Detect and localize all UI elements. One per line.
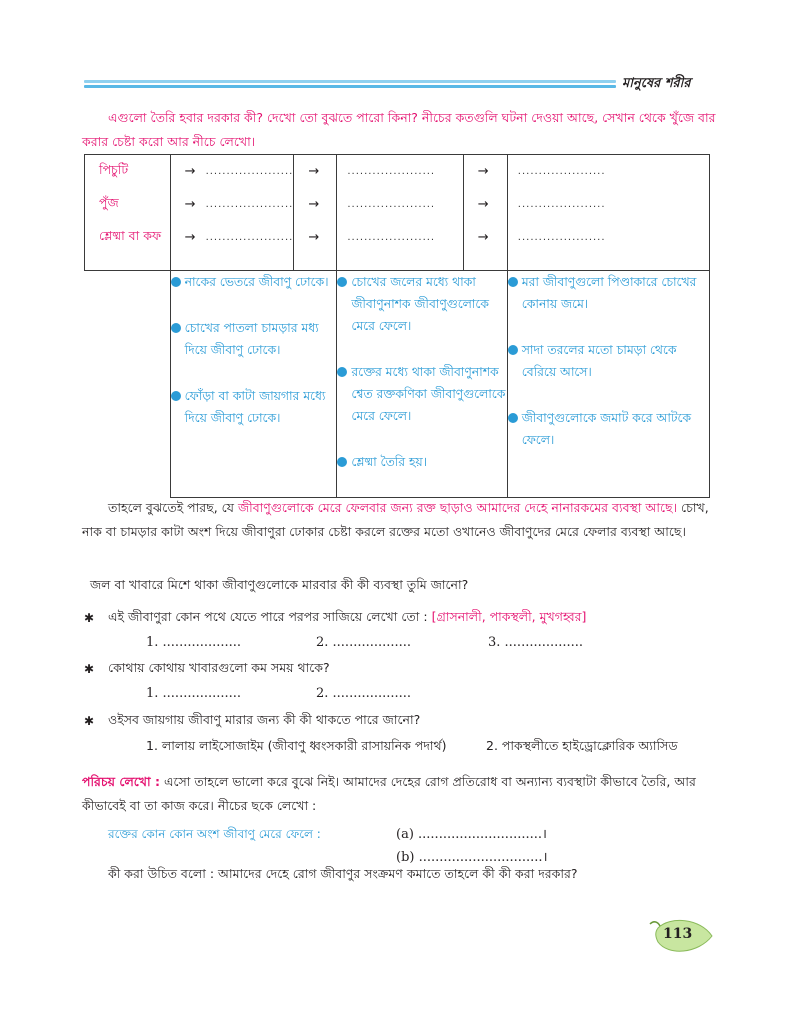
answer-blank-2[interactable]: 2. ................... [316, 635, 412, 650]
paragraph-text: এসো তাহলে ভালো করে বুঝে নিই। আমাদের দেহের রোগ প্রতিরোধ বা অন্যান্য ব্যবস্থাটা কীভাবে তৈরি, আর কীভাবেই বা তা কাজ করে। নীচের ছকে লেখো : [82, 774, 696, 813]
page-number-badge [648, 914, 714, 956]
list-item: নাকের ভেতরে জীবাণু ঢোকে। [171, 271, 337, 293]
question-3: ওইসব জায়গায় জীবাণু মারার জন্য কী কী থাকতে পারে জানো? [108, 712, 421, 727]
list-item: চোখের পাতলা চামড়ার মধ্য দিয়ে জীবাণু ঢোকে। [171, 317, 337, 361]
star-bullet-icon: ✱ [84, 611, 95, 625]
paragraph-text: তাহলে বুঝতেই পারছ, যে [108, 500, 238, 515]
blank-line[interactable]: ..................... [517, 232, 606, 243]
chapter-title: মানুষের শরীর [622, 76, 691, 91]
list-item: চোখের জলের মধ্যে থাকা জীবাণুনাশক জীবাণুগুলোকে মেরে ফেলে। [337, 271, 506, 337]
arrow-icon: → [308, 197, 320, 212]
events-table [84, 154, 710, 498]
row-label-kof: শ্লেষ্মা বা কফ [99, 227, 162, 243]
answer-2: 2. পাকস্থলীতে হাইড্রোক্লোরিক অ্যাসিড [486, 738, 678, 753]
star-bullet-icon: ✱ [84, 662, 95, 676]
blank-line[interactable]: ..................... [517, 199, 606, 210]
header-rule [84, 80, 616, 94]
final-question: কী করা উচিত বলো : আমাদের দেহে রোগ জীবাণুর সংক্রমণ কমাতে তাহলে কী কী করা দরকার? [108, 866, 578, 881]
arrow-cell-3 [463, 155, 507, 271]
introduction-paragraph [82, 770, 722, 818]
row-label-punj: পুঁজ [99, 194, 119, 210]
page-number: 113 [663, 926, 693, 942]
blank-line[interactable]: ..................... [205, 232, 294, 243]
blood-answer-a[interactable]: (a) ..............................। [396, 827, 547, 842]
answer-blank-1[interactable]: 1. ................... [146, 686, 242, 701]
paragraph-text: চোখ, নাক বা চামড়ার কাটা অংশ দিয়ে জীবাণুরা ঢোকার চেষ্টা করলে রক্তের মতো ওখানেও জীবাণুদের মেরে ফেলার ব্যবস্থা আছে। [82, 500, 709, 539]
arrow-icon: → [184, 230, 196, 245]
list-item: শ্লেষ্মা তৈরি হয়। [337, 451, 506, 473]
list-item: রক্তের মধ্যে থাকা জীবাণুনাশক শ্বেত রক্তকণিকা জীবাণুগুলোকে মেরে ফেলে। [337, 361, 506, 427]
question-1 [108, 609, 586, 629]
arrow-icon: → [477, 164, 489, 179]
answer-1: 1. লালায় লাইসোজাইম (জীবাণু ধ্বংসকারী রাসায়নিক পদার্থ) [146, 738, 447, 753]
arrow-cell-2 [294, 155, 337, 271]
question-text: এই জীবাণুরা কোন পথে যেতে পারে পরপর সাজিয়ে লেখো তো : [108, 609, 432, 624]
answer-blank-1[interactable]: 1. ................... [146, 635, 242, 650]
question-options: [গ্রাসনালী, পাকস্থলী, মুখগহ্বর] [431, 609, 587, 624]
list-item: ফোঁড়া বা কাটা জায়গার মধ্যে দিয়ে জীবাণু ঢোকে। [171, 385, 337, 429]
chain-cell-1 [170, 155, 294, 271]
answer-blank-3[interactable]: 3. ................... [488, 635, 584, 650]
response-events-cell [337, 271, 507, 498]
blank-line[interactable]: ..................... [205, 166, 294, 177]
arrow-icon: → [184, 197, 196, 212]
blank-line[interactable]: ..................... [347, 199, 436, 210]
arrow-icon: → [477, 197, 489, 212]
blank-line[interactable]: ..................... [517, 166, 606, 177]
blood-question: রক্তের কোন কোন অংশ জীবাণু মেরে ফেলে : [108, 827, 321, 841]
arrow-icon: → [184, 164, 196, 179]
answer-blank-2[interactable]: 2. ................... [316, 686, 412, 701]
blank-cell-3 [507, 155, 709, 271]
blank-cell-2 [337, 155, 463, 271]
blank-line[interactable]: ..................... [347, 166, 436, 177]
entry-events-cell [170, 271, 337, 498]
highlight-text: জীবাণুগুলোকে মেরে ফেলবার জন্য রক্ত ছাড়াও আমাদের দেহে নানারকমের ব্যবস্থা আছে। [237, 500, 678, 515]
row-label-pichuti: পিচুটি [99, 161, 129, 177]
arrow-icon: → [308, 230, 320, 245]
blank-line[interactable]: ..................... [347, 232, 436, 243]
list-item: মরা জীবাণুগুলো পিণ্ডাকারে চোখের কোনায় জমে। [508, 271, 709, 315]
section-heading: পরিচয় লেখো : [82, 774, 160, 789]
arrow-icon: → [477, 230, 489, 245]
blank-line[interactable]: ..................... [205, 199, 294, 210]
arrow-icon: → [308, 164, 320, 179]
result-events-cell [507, 271, 709, 498]
explanation-paragraph [82, 496, 722, 544]
empty-cell [85, 271, 171, 498]
blood-answer-b[interactable]: (b) ..............................। [396, 850, 548, 865]
list-item: সাদা তরলের মতো চামড়া থেকে বেরিয়ে আসে। [508, 339, 709, 383]
question-2: কোথায় কোথায় খাবারগুলো কম সময় থাকে? [108, 660, 330, 675]
row-labels-cell [85, 155, 171, 271]
list-item: জীবাণুগুলোকে জমাট করে আটকে ফেলে। [508, 407, 709, 451]
main-question: জল বা খাবারে মিশে থাকা জীবাণুগুলোকে মারবার কী কী ব্যবস্থা তুমি জানো? [90, 577, 469, 592]
star-bullet-icon: ✱ [84, 714, 95, 728]
intro-text: এগুলো তৈরি হবার দরকার কী? দেখো তো বুঝতে পারো কিনা? নীচের কতগুলি ঘটনা দেওয়া আছে, সেখান থেকে খুঁজে বার করার চেষ্টা করো আর নীচে লেখো। [82, 110, 716, 149]
